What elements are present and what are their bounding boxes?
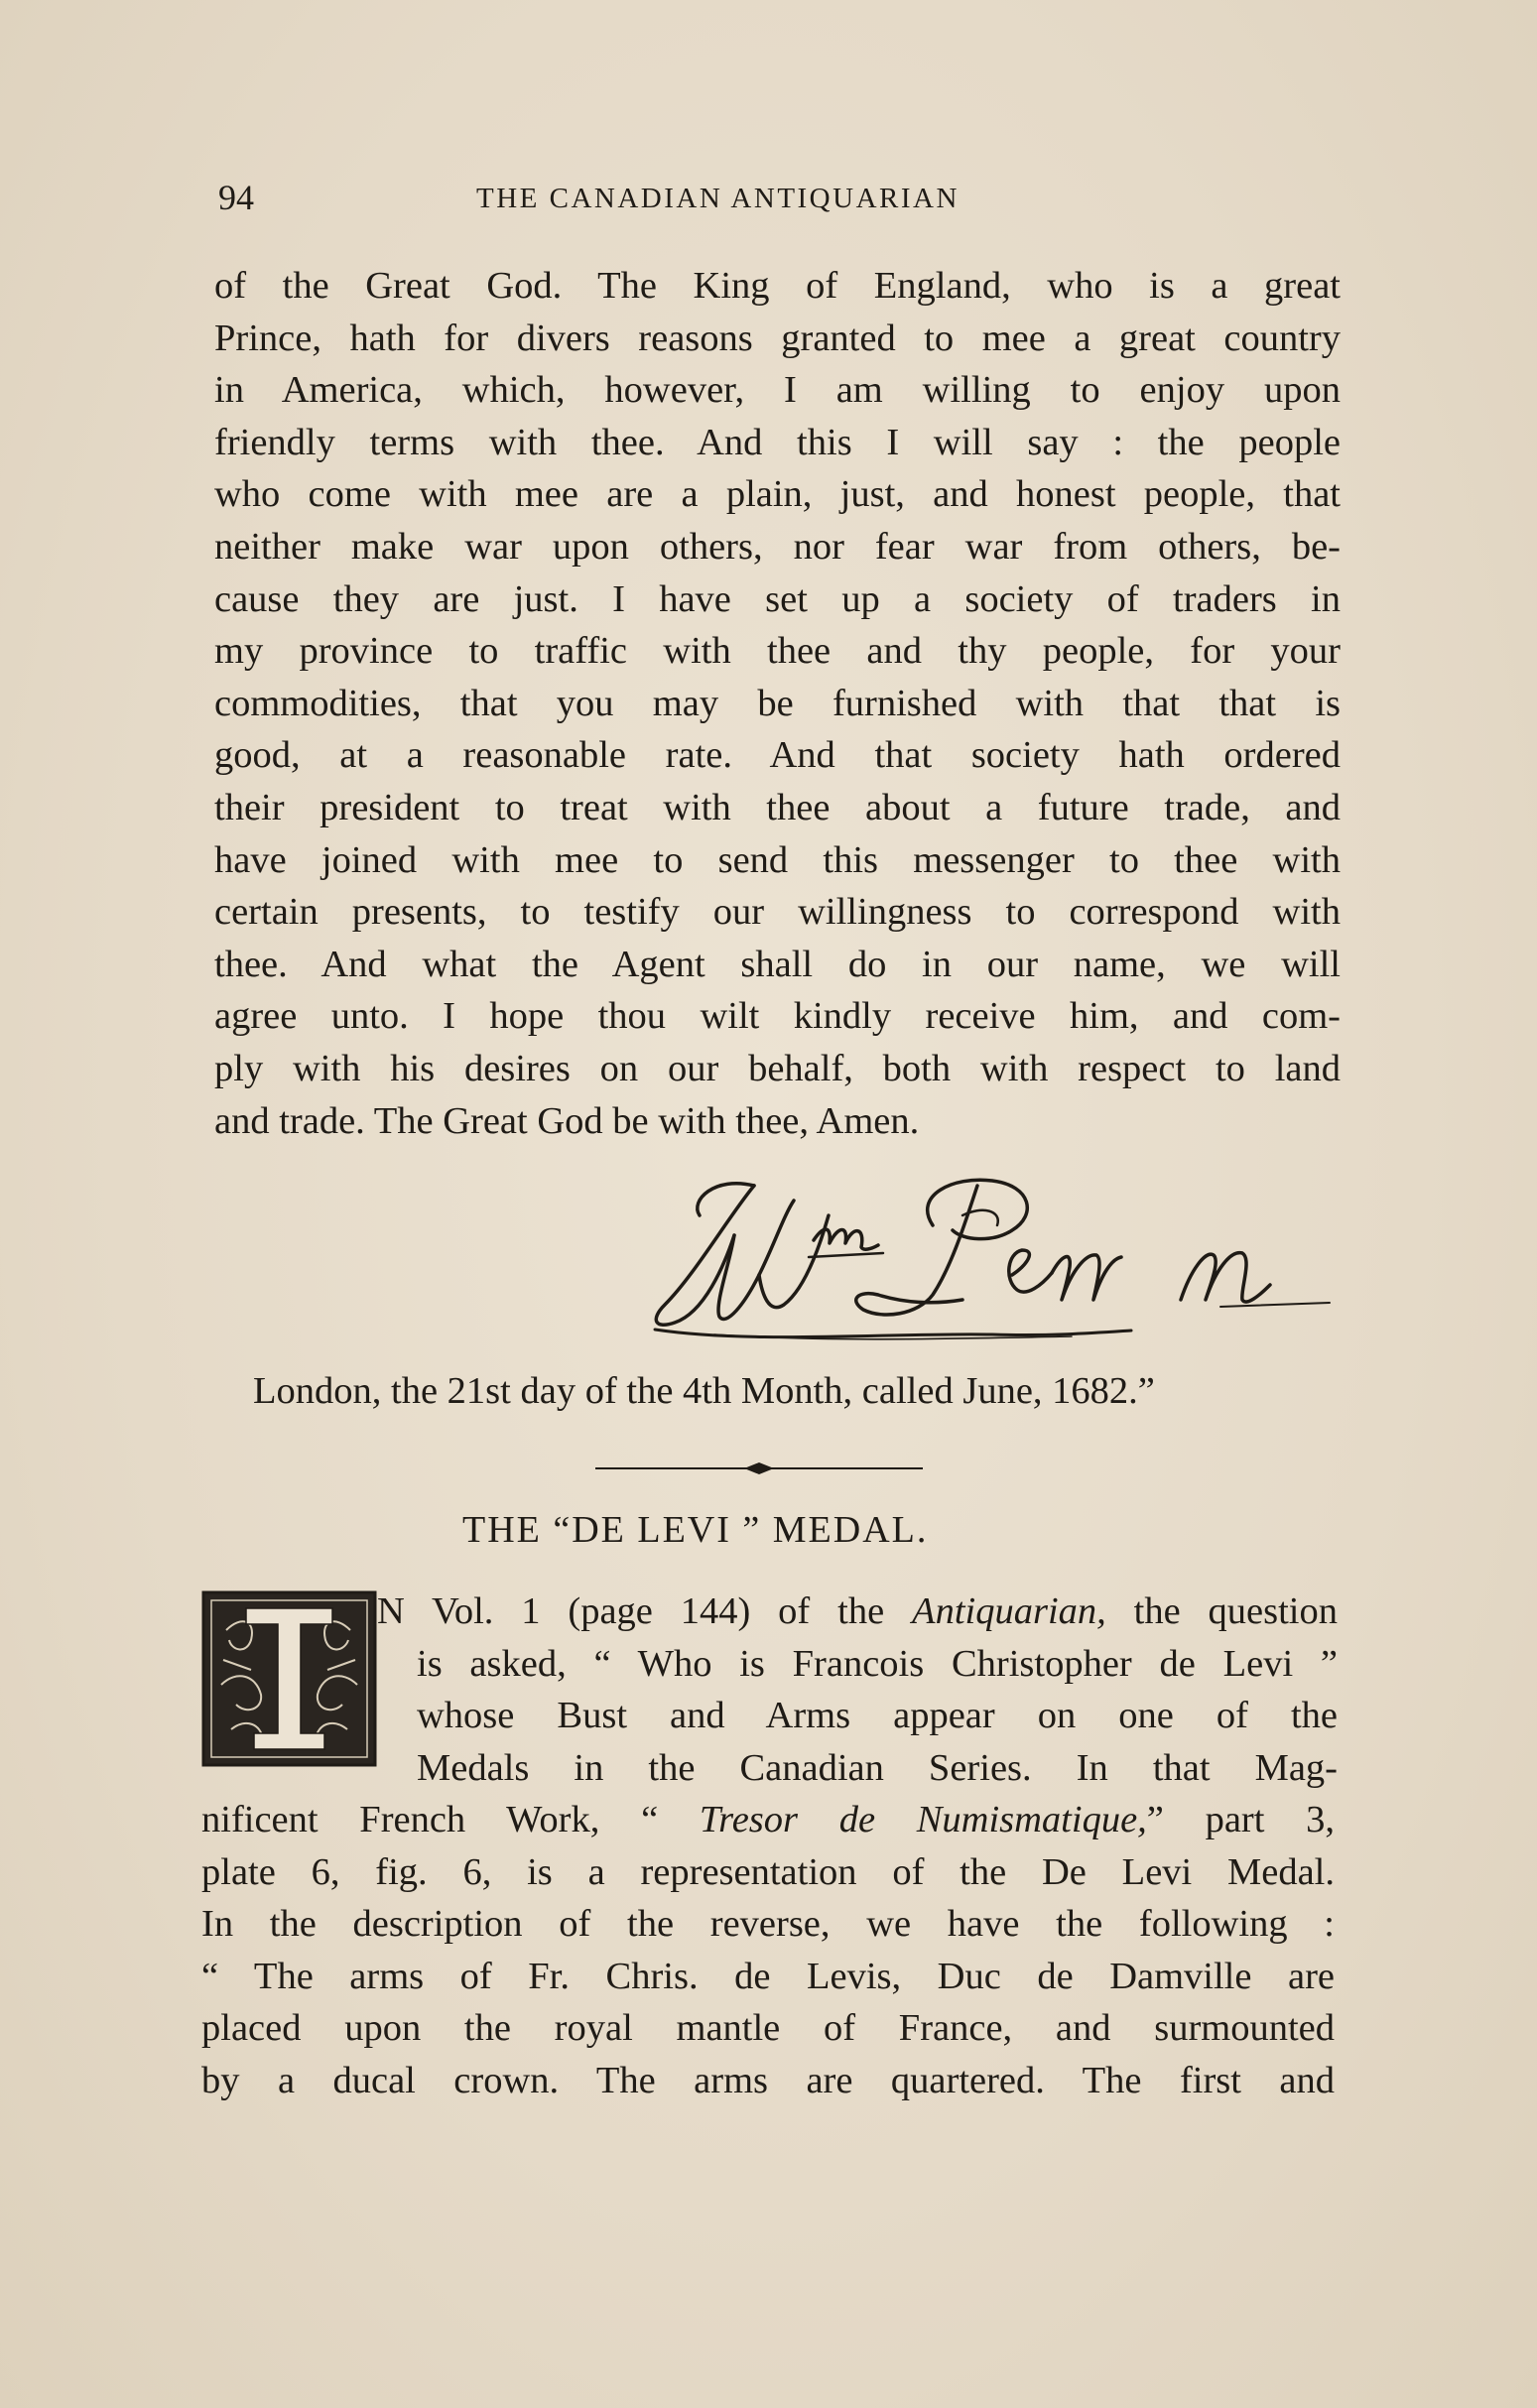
text-line: in America, which, however, I am willing to enjoy upon [214,369,1341,412]
text-line: plate 6, fig. 6, is a representation of the De Levi Medal. [201,1850,1335,1893]
letter-dateline: London, the 21st day of the 4th Month, called June, 1682.” [253,1370,1155,1412]
text-line: and trade. The Great God be with thee, Amen. [214,1099,920,1142]
text-line: cause they are just. I have set up a society of traders in [214,577,1341,620]
text-line: good, at a reasonable rate. And that society hath ordered [214,734,1341,777]
text-line: whose Bust and Arms appear on one of the [417,1695,1338,1737]
text-line: is asked, “ Who is Francois Christopher de Levi ” [417,1642,1338,1685]
text-line: agree unto. I hope thou wilt kindly receive him, and com- [214,995,1341,1038]
text-line: ply with his desires on our behalf, both with respect to land [214,1047,1341,1089]
text-line [201,1794,1335,1846]
section-divider [595,1458,923,1478]
page-header [218,177,1340,226]
letter-text [214,260,1341,1147]
text-line: who come with mee are a plain, just, and honest people, that [214,473,1341,516]
page-number: 94 [218,178,254,217]
italic-title: Antiquarian, [912,1590,1106,1632]
drop-cap-lines [377,1585,1339,1794]
text-line: by a ducal crown. The arms are quartered. The first and [201,2059,1335,2101]
text-line: have joined with mee to send this messenger to thee with [214,838,1341,881]
article-text [201,1794,1335,2107]
text-run: ” part 3, [1146,1799,1335,1840]
text-line: “ The arms of Fr. Chris. de Levis, Duc de Damville are [201,1955,1335,1997]
text-run: the question [1105,1590,1339,1632]
text-line: placed upon the royal mantle of France, and surmounted [201,2007,1335,2050]
signature-image [635,1156,1349,1364]
italic-title: Tresor de Numismatique, [699,1799,1147,1840]
text-run: N Vol. 1 (page 144) of the [377,1590,913,1632]
section-title: THE “DE LEVI ” MEDAL. [462,1509,929,1551]
text-line: Prince, hath for divers reasons granted to mee a great country [214,317,1341,359]
running-title: THE CANADIAN ANTIQUARIAN [476,183,960,214]
text-run: nificent French Work, “ [201,1799,700,1840]
text-line: neither make war upon others, nor fear war from others, be- [214,525,1341,568]
text-line [377,1585,1338,1638]
text-line: certain presents, to testify our willingness to correspond with [214,891,1341,934]
drop-cap-ornament [201,1590,377,1767]
text-line: of the Great God. The King of England, who is a great [214,265,1341,307]
text-line: their president to treat with thee about a future trade, and [214,786,1341,828]
text-line: commodities, that you may be furnished with that that is [214,682,1341,724]
text-line: Medals in the Canadian Series. In that Mag- [417,1746,1338,1789]
text-line: thee. And what the Agent shall do in our name, we will [214,943,1341,985]
text-line: my province to traffic with thee and thy people, for your [214,630,1341,673]
text-line: friendly terms with thee. And this I will say : the people [214,421,1341,463]
text-line: In the description of the reverse, we have the following : [201,1903,1335,1946]
